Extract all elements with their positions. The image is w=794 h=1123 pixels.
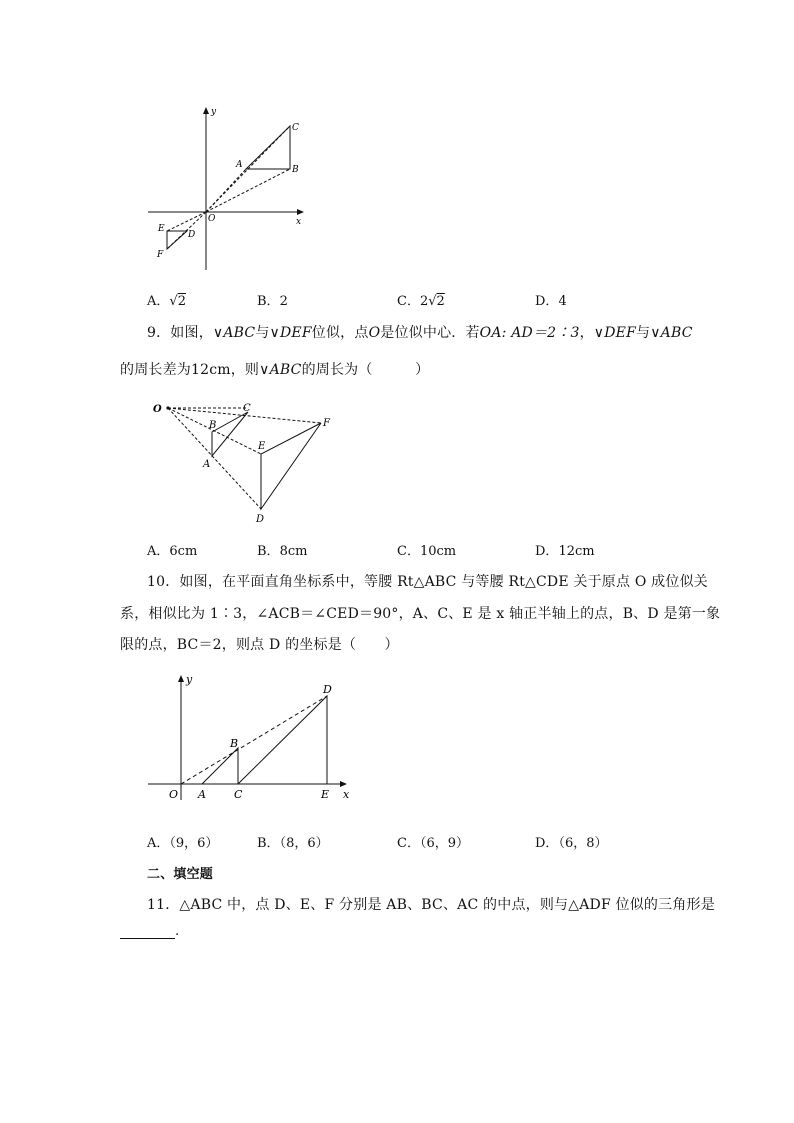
q8-option-a-radicand: 2 <box>177 294 186 309</box>
q8-option-a-letter: A． <box>147 294 170 309</box>
q9-math: 12cm <box>191 362 231 378</box>
q10-option-b[interactable] <box>257 832 329 851</box>
q9-line-1 <box>147 322 693 342</box>
q9-option-d-text: 12cm <box>558 544 595 559</box>
q9-figure <box>145 395 345 530</box>
q10-option-b-letter: B． <box>257 836 280 851</box>
q9-option-b-text: 8cm <box>279 544 308 559</box>
origin-label: O <box>208 214 216 224</box>
q9-text: 与 <box>255 325 270 341</box>
q8-option-d[interactable] <box>535 290 567 309</box>
q10-option-a-text: （9，6） <box>169 836 219 851</box>
y-axis-label: y <box>186 673 193 686</box>
q9-math: OA: AD＝2∶3 <box>479 325 580 341</box>
q9-line-2 <box>120 359 429 379</box>
q10-option-d[interactable] <box>535 832 607 851</box>
q9-text: 的周长为（ ） <box>301 362 430 378</box>
point-c: C <box>292 123 299 133</box>
point-d: D <box>323 683 332 696</box>
q8-option-c-radicand: 2 <box>436 294 445 309</box>
q8-option-a[interactable] <box>147 290 186 309</box>
q10-line-1: 10．如图，在平面直角坐标系中，等腰 Rt△ABC 与等腰 Rt△CDE 关于原点 O 成位似关 <box>147 574 708 590</box>
q9-text: 9．如图， <box>147 325 213 341</box>
q8-option-d-text: 4 <box>558 294 567 309</box>
point-d: D <box>188 230 196 240</box>
point-f: F <box>323 418 330 429</box>
point-a: A <box>198 788 206 801</box>
q10-option-c-letter: C． <box>397 836 420 851</box>
q10-option-a-letter: A． <box>147 836 170 851</box>
point-b: B <box>292 165 299 175</box>
q8-option-c[interactable] <box>397 290 445 309</box>
q10-line-3: 限的点，BC＝2，则点 D 的坐标是（ ） <box>120 637 399 653</box>
q10-option-a[interactable] <box>147 832 218 851</box>
point-e: E <box>158 224 165 234</box>
q8-option-c-letter: C． <box>397 294 420 309</box>
q9-math: ∨DEF <box>593 325 636 341</box>
q8-option-b-text: 2 <box>279 294 288 309</box>
triangle-cde <box>238 696 327 784</box>
q10-option-c[interactable] <box>397 832 469 851</box>
q9-text: ， <box>579 325 594 341</box>
q8-option-b-letter: B． <box>257 294 280 309</box>
point-c: C <box>243 403 251 414</box>
point-b: B <box>230 737 239 750</box>
point-f: F <box>157 250 164 260</box>
section-heading: 二、填空题 <box>147 867 214 882</box>
q10-option-d-text: （6，8） <box>558 836 608 851</box>
sqrt-sign: √ <box>169 294 178 309</box>
q10-line-2: 系，相似比为 1∶3，∠ACB＝∠CED＝90°，A、C、E 是 x 轴正半轴上的点，B、D 是第一象 <box>120 606 721 622</box>
x-axis-label: x <box>296 217 302 227</box>
q10-option-c-text: （6，9） <box>419 836 469 851</box>
q9-option-b[interactable] <box>257 540 307 559</box>
q9-math: ∨DEF <box>269 325 312 341</box>
q9-option-a-letter: A． <box>147 544 170 559</box>
q8-option-d-letter: D． <box>535 294 559 309</box>
q9-math: ∨ABC <box>650 325 693 341</box>
q9-option-d[interactable] <box>535 540 595 559</box>
point-e: E <box>258 441 266 452</box>
point-a: A <box>203 459 211 470</box>
q9-math: O <box>368 325 381 341</box>
triangle-edf <box>167 231 187 249</box>
point-a: A <box>236 160 243 170</box>
point-d: D <box>256 514 265 525</box>
q9-option-b-letter: B． <box>257 544 280 559</box>
q8-option-b[interactable] <box>257 290 288 309</box>
sqrt-sign: √ <box>428 294 437 309</box>
q9-text: 位似，点 <box>311 325 369 341</box>
q11-line-1: 11．△ABC 中，点 D、E、F 分别是 AB、BC、AC 的中点，则与△ADF 位似的三角形是 <box>147 897 715 913</box>
q9-option-a[interactable] <box>147 540 197 559</box>
q9-math: ∨ABC <box>212 325 256 341</box>
point-b: B <box>209 420 217 431</box>
q10-figure <box>140 668 365 810</box>
q9-option-c-text: 10cm <box>419 544 457 559</box>
q9-math: ∨ABC <box>259 362 302 378</box>
q9-option-c[interactable] <box>397 540 456 559</box>
answer-blank[interactable] <box>120 922 175 939</box>
q9-text: ，则 <box>230 362 260 378</box>
q8-figure <box>140 100 320 275</box>
q8-option-c-pre: 2 <box>419 294 429 309</box>
triangle-abc <box>212 412 248 456</box>
x-axis-label: x <box>343 788 350 801</box>
point-o: O <box>153 404 162 415</box>
q9-option-c-letter: C． <box>397 544 420 559</box>
q11-period: . <box>175 924 180 939</box>
point-o: O <box>169 788 179 801</box>
point-e: E <box>321 788 330 801</box>
triangle-abc <box>246 126 290 169</box>
q9-option-d-letter: D． <box>535 544 559 559</box>
triangle-abc <box>202 748 238 784</box>
q9-option-a-text: 6cm <box>169 544 198 559</box>
triangle-def <box>261 423 321 509</box>
q9-text: 的周长差为 <box>120 362 191 378</box>
y-axis-label: y <box>211 107 217 117</box>
q9-text: 与 <box>636 325 651 341</box>
point-c: C <box>234 788 243 801</box>
q10-option-b-text: （8，6） <box>279 836 329 851</box>
q9-text: 是位似中心．若 <box>380 325 480 341</box>
q10-option-d-letter: D． <box>535 836 559 851</box>
